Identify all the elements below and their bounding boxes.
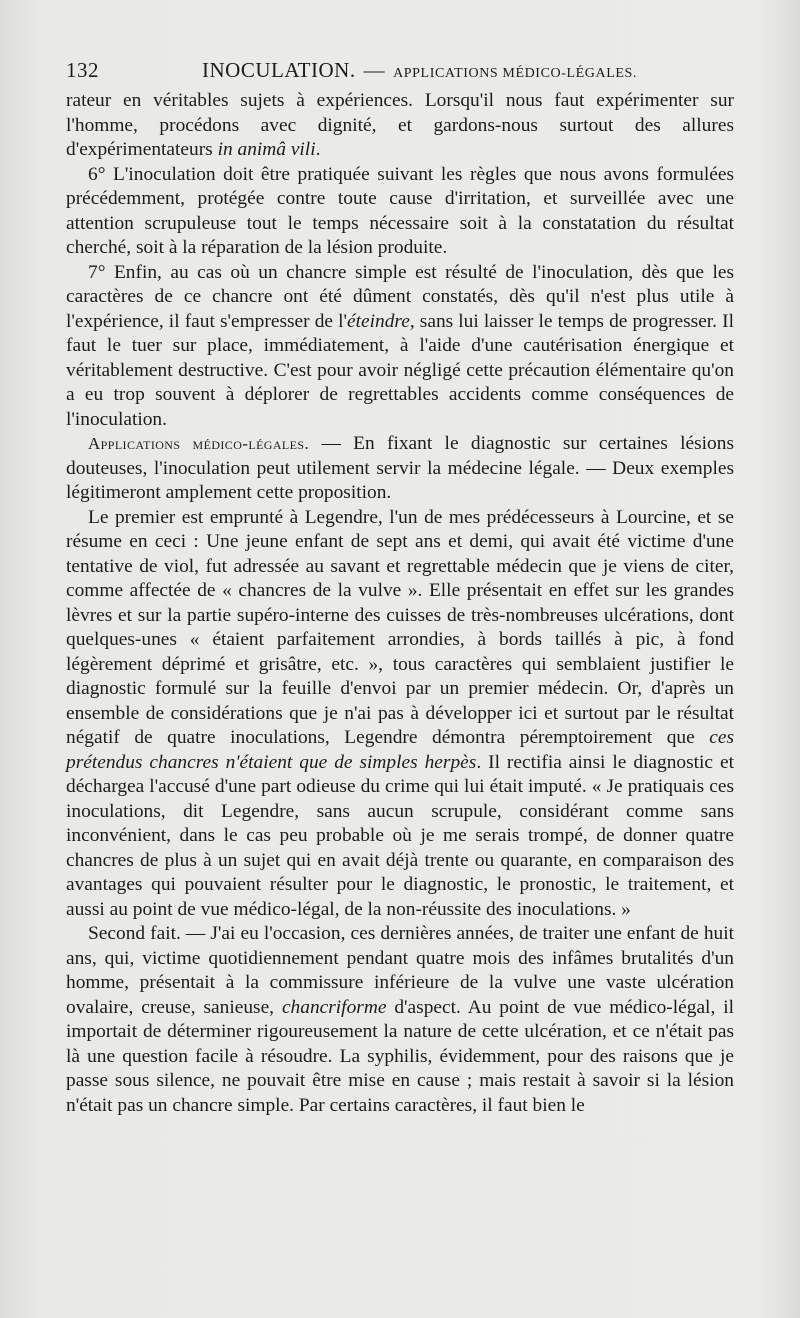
paragraph-text: 7° Enfin, au cas où un chancre simple est résulté de l'inoculation, dès que les caractères de ce chancre ont été dûment constatés, dès qu'il n'est plus utile à l'expérience, il faut s'empresser de l' [66,261,734,332]
section-heading: Applications médico-légales. [88,434,310,453]
header-title-block [202,58,637,83]
page-body [66,89,734,1118]
italic-phrase: ces prétendus chancres n'étaient que de simples herpès [66,727,734,773]
paragraph-text: — En fixant le diagnostic sur certaines lésions douteuses, l'inoculation peut utilement servir la médecine légale. — Deux exemples légitimeront amplement cette proposition. [66,433,734,503]
italic-phrase: éteindre [347,310,410,332]
paragraph-second-example [66,922,734,1118]
paragraph-text: . Il rectifia ainsi le diagnostic et déchargea l'accusé d'une part odieuse du crime qui lui était imputé. « Je pratiquais ces inoculations, dit Legendre, sans aucun scrupule, considérant comme sans inconvénient, dans le cas peu probable où je me serais trompé, de donner quatre chancres de plus à un sujet qui en avait déjà trente ou quarante, en comparaison des avantages qui pouvaient résulter pour le diagnostic, le pronostic, le traitement, et aussi au point de vue médico-légal, de la non-réussite des inoculations. » [66,751,734,920]
paragraph-text: , sans lui laisser le temps de progresser. Il faut le tuer sur place, immédiatement, à l'aide d'une cautérisation énergique et véritablement destructive. C'est pour avoir négligé cette précaution élémentaire qu'on a eu trop souvent à déplorer de regrettables accidents comme conséquences de l'inoculation. [66,310,734,430]
running-header [66,58,734,86]
paragraph-rule-6: 6° L'inoculation doit être pratiquée suivant les règles que nous avons formulées précédemment, protégée contre toute cause d'irritation, et surveillée avec une attention scrupuleuse tout le temps nécessaire soit à la constatation du résultat cherché, soit à la réparation de la lésion produite. [66,163,734,258]
paragraph-rule-7 [66,261,734,433]
paragraph-text: d'aspect. Au point de vue médico-légal, il importait de déterminer rigoureusement la nature de cette ulcération, et ce n'était pas là une question facile à résoudre. La syphilis, évidemment, pour des raisons que je passe sous silence, ne pouvait être mise en cause ; mais restait à savoir si la lésion n'était pas un chancre simple. Par certains caractères, il faut bien le [66,996,734,1116]
paragraph-section-heading [66,432,734,506]
paragraph-text: . [315,139,321,160]
italic-phrase: chancriforme [281,996,387,1018]
header-title: INOCULATION. [202,58,356,82]
italic-phrase: in animâ vili [217,139,316,160]
paragraph-first-example [66,506,734,923]
paragraph-continuation [66,89,734,163]
paragraph-text: rateur en véritables sujets à expériences. Lorsqu'il nous faut expérimenter sur l'homme, procédons avec dignité, et gardons-nous surtout des allures d'expérimentateurs [66,90,734,160]
paragraph-text: Second fait. — J'ai eu l'occasion, ces dernières années, de traiter une enfant de huit ans, qui, victime quotidiennement pendant quatre mois des infâmes brutalités d'un homme, présentait à la commissure inférieure de la vulve une vaste ulcération ovalaire, creuse, sanieuse, [66,923,734,1018]
header-subtitle: APPLICATIONS MÉDICO-LÉGALES. [393,66,637,81]
page-number: 132 [66,58,99,82]
paragraph-text: Le premier est emprunté à Legendre, l'un de mes prédécesseurs à Lourcine, et se résume en ceci : Une jeune enfant de sept ans et demi, qui avait été victime d'une tentative de viol, fut adressée au savant et regrettable médecin que je viens de citer, comme affectée de « chancres de la vulve ». Elle présentait en effet sur les grandes lèvres et sur la partie supéro-interne des cuisses de très-nombreuses ulcérations, dont quelques-unes « étaient parfaitement arrondies, à bords taillés à pic, à fond légèrement déprimé et grisâtre, etc. », tous caractères qui semblaient justifier le diagnostic formulé sur la feuille d'envoi par un premier médecin. Or, d'après un ensemble de considérations que je n'ai pas à développer ici et surtout par le résultat négatif de quatre inoculations, Legendre démontra péremptoirement que [66,506,734,748]
header-separator: — [363,58,386,82]
